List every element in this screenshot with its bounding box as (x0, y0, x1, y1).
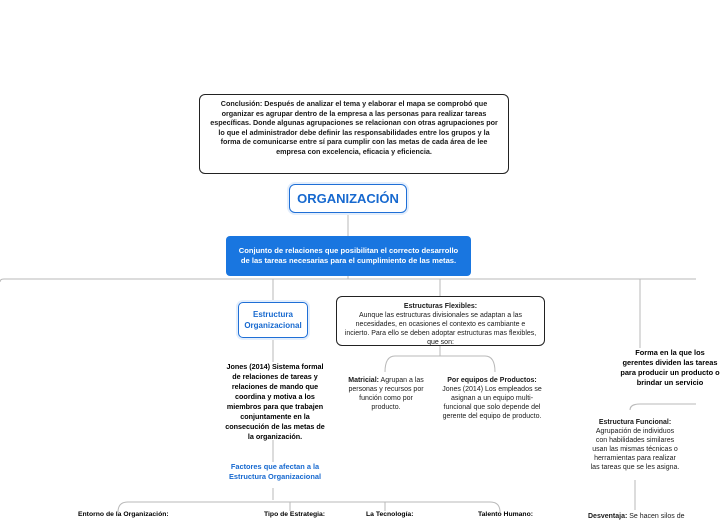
equipos-label: Por equipos de Productos: (447, 377, 537, 384)
factor-entorno[interactable]: Entorno de la Organización: (78, 511, 169, 518)
conclusion-text: Conclusión: Después de analizar el tema y elaborar el mapa se comprobó que organizar es agrupar dentro de la empresa a las personas para realizar tareas específicas. Donde algunas agrupaciones se relacionan con otras agrupaciones por lo que el administrador debe definir las responsabilidades entre los grupos y la forma de comunicarse entre sí para cumplir con las metas de cada área de lee empresa con excelencia, eficacia y eficiencia. (210, 99, 498, 156)
definition-box[interactable] (226, 236, 471, 276)
conclusion-box[interactable] (199, 94, 509, 174)
estructura-title: Estructura Organizacional (244, 310, 302, 330)
matricial-node[interactable] (344, 376, 428, 412)
funcional-label: Estructura Funcional: (598, 419, 672, 426)
main-title: ORGANIZACIÓN (297, 191, 399, 206)
desventaja-node[interactable] (588, 512, 708, 521)
definition-text: Conjunto de relaciones que posibilitan el correcto desarrollo de las tareas necesarias para el cumplimiento de las metas. (238, 245, 459, 265)
estructuras-flexibles-box[interactable] (336, 296, 545, 346)
desventaja-label: Desventaja: (588, 513, 628, 520)
forma-node[interactable] (620, 348, 720, 388)
jones-definition[interactable] (222, 362, 328, 442)
estructura-funcional-node[interactable] (590, 418, 680, 472)
flexibles-title: Estructuras Flexibles: (403, 303, 478, 310)
factor-estrategia[interactable]: Tipo de Estrategia: (264, 511, 326, 518)
factors-title: Factores que afectan a la Estructura Organizacional (229, 462, 321, 481)
matricial-text: Agrupan a las personas y recursos por función como por producto. (348, 377, 424, 411)
jones-text: Jones (2014) Sistema formal de relaciones de tareas y relaciones de mando que coordina y motiva a los miembros para que trabajen conjuntamente en la consecución de las metas de la organización. (225, 362, 325, 441)
factors-topic[interactable] (224, 462, 326, 482)
factor-tecnologia[interactable]: La Tecnología: (366, 511, 414, 518)
matricial-label: Matricial: (348, 377, 379, 384)
equipos-productos-node[interactable] (440, 376, 544, 421)
equipos-text: Jones (2014) Los empleados se asignan a un equipo multi-funcional que solo depende del gerente del equipo de producto. (442, 386, 542, 420)
flexibles-text: Aunque las estructuras divisionales se adaptan a las necesidades, en ocasiones el contexto es cambiante e incierto. Para ello se deben adoptar estructuras mas flexibles, que son: (344, 312, 537, 346)
funcional-text: Agrupación de individuos con habilidades similares usan las mismas técnicas o herramientas para realizar las tareas que se les asigna. (590, 428, 680, 471)
forma-text: Forma en la que los gerentes dividen las tareas para producir un producto o brindar un servicio (620, 348, 720, 387)
desventaja-text: Se hacen silos de (629, 513, 685, 520)
factor-talento[interactable]: Talento Humano: (478, 511, 534, 518)
estructura-organizacional-node[interactable] (238, 302, 308, 338)
main-topic-organizacion[interactable] (289, 184, 407, 213)
